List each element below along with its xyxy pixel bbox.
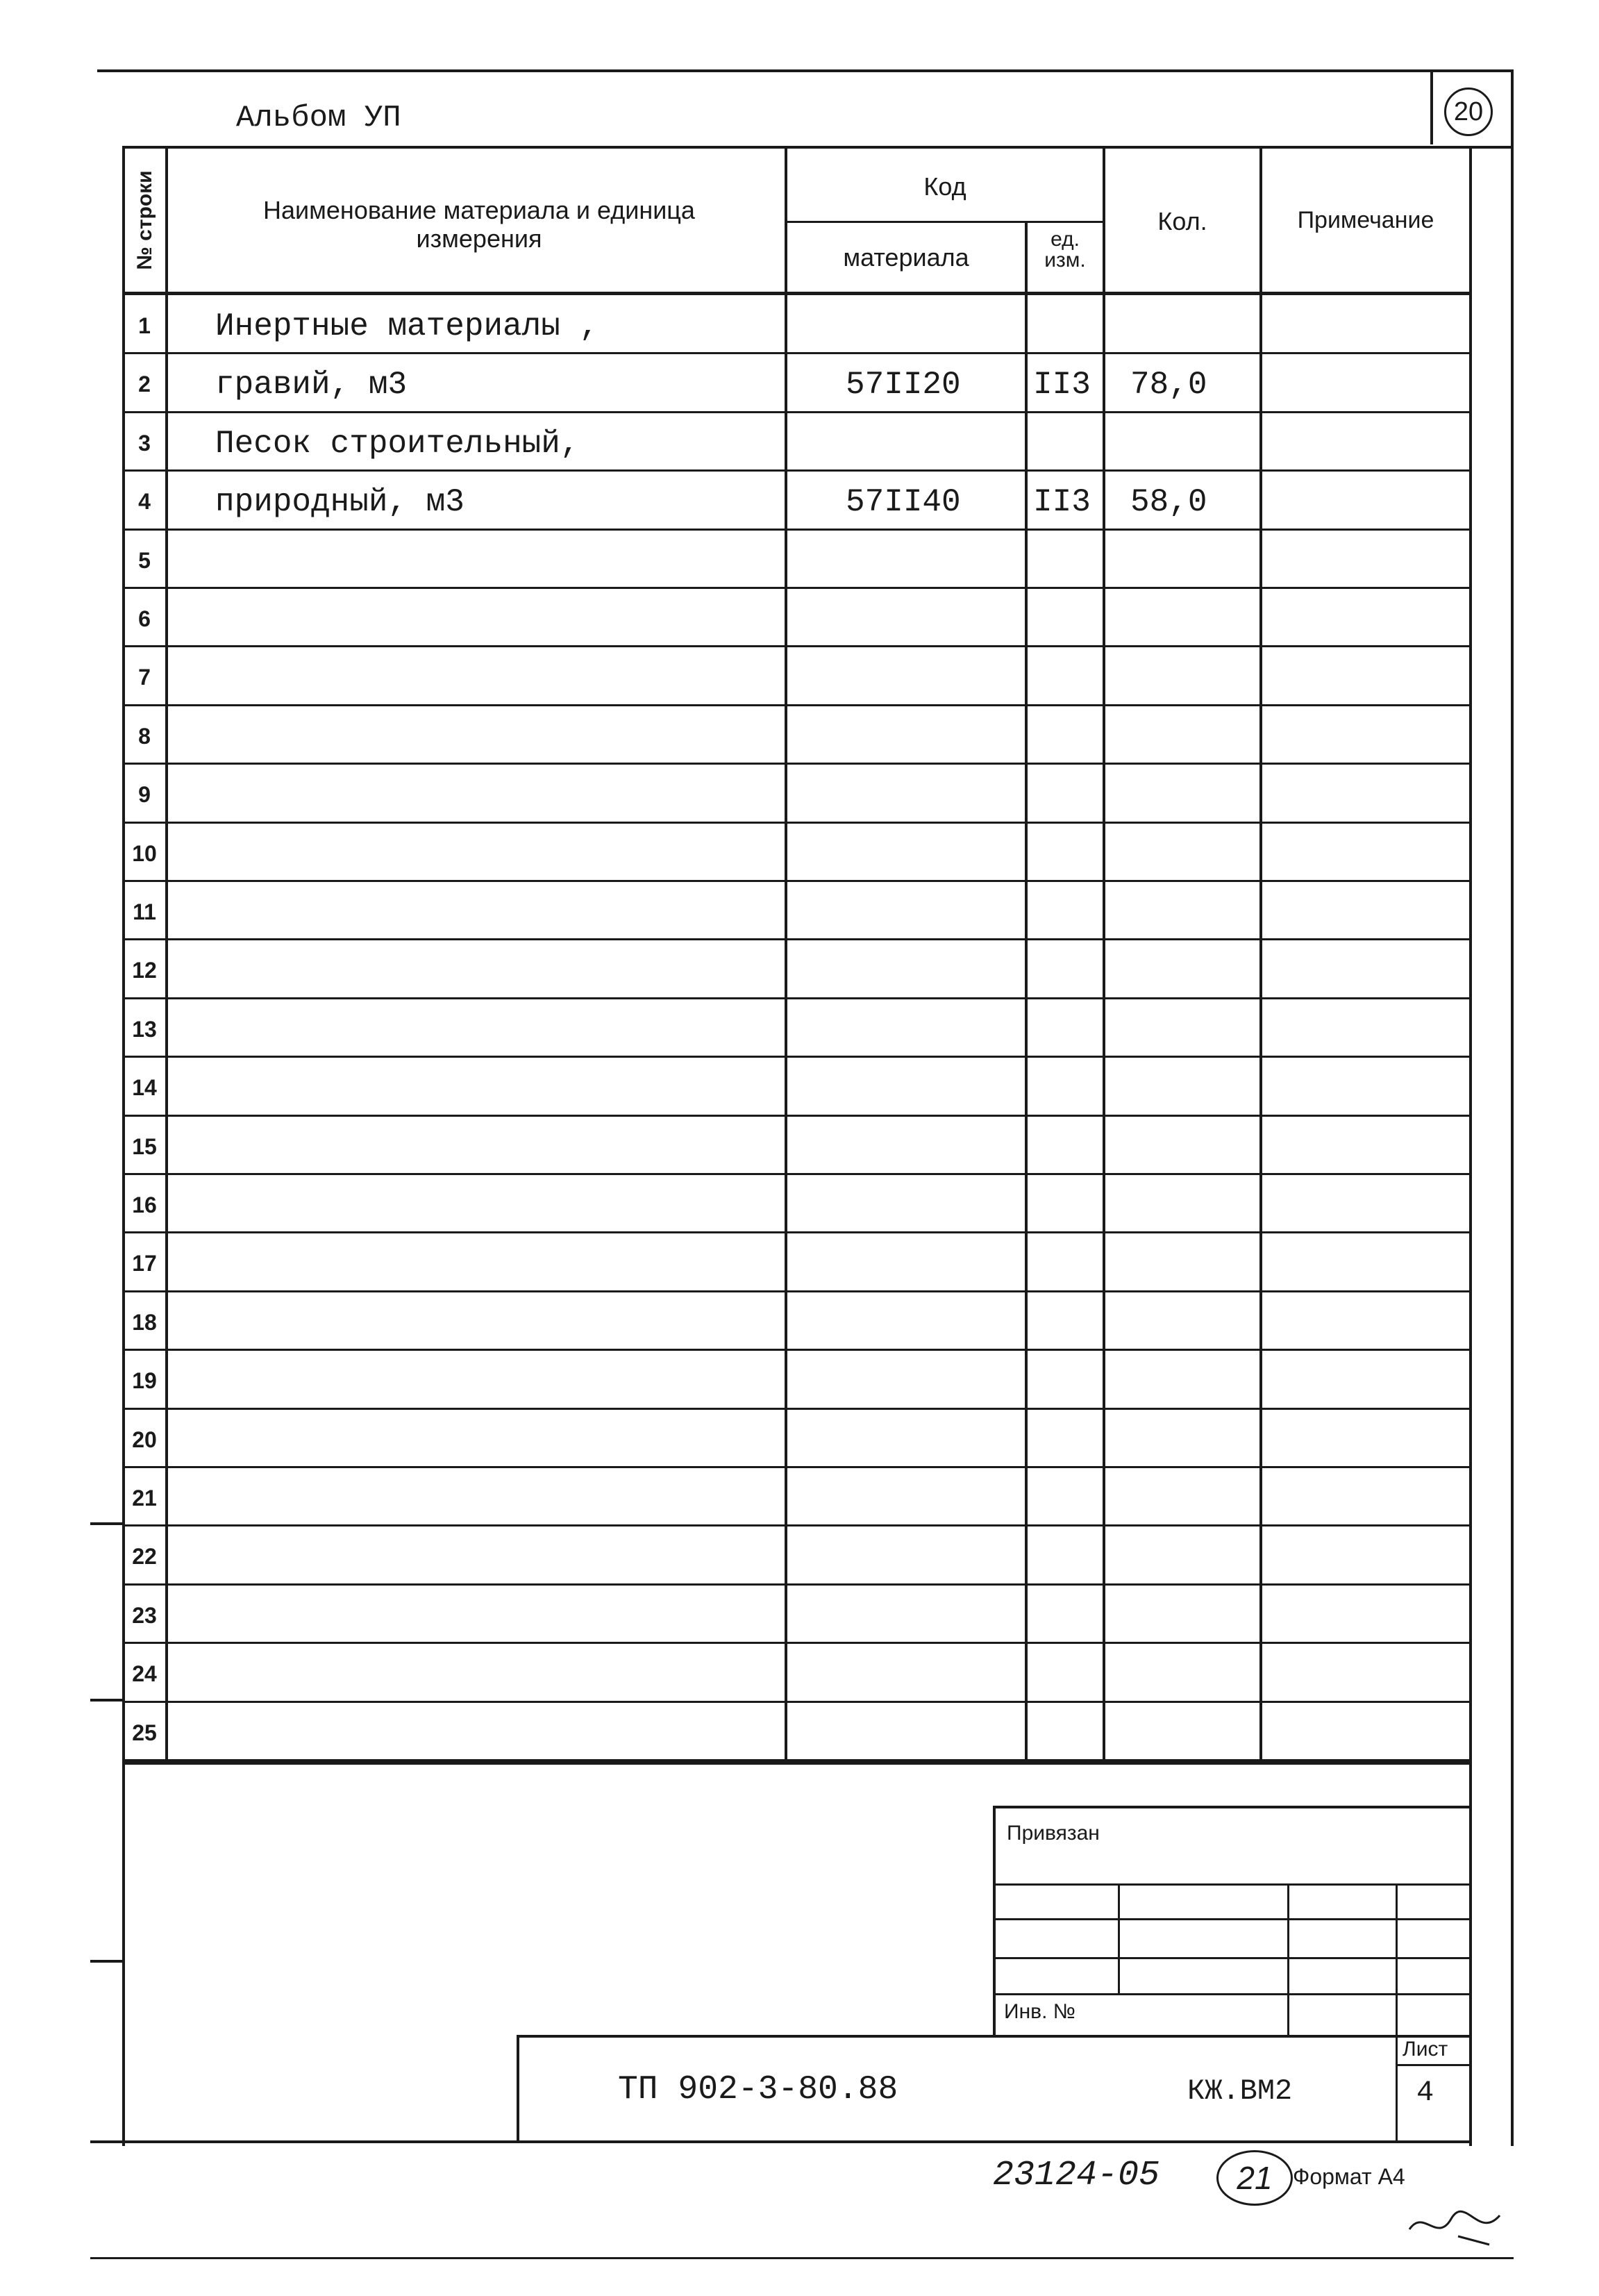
row-line [122,997,1472,999]
footer-number: 23124-05 [993,2156,1160,2195]
code-header: Код [923,172,966,201]
row-quantity: 58,0 [1130,484,1207,520]
col-line-qty [1259,146,1262,1764]
row-line [122,411,1472,413]
row-number: 4 [138,489,151,514]
row-number: 21 [132,1486,157,1511]
row-number: 20 [132,1427,157,1452]
bottom-rule [90,2257,1514,2259]
title-block-top [517,2035,1472,2038]
margin-tick [90,1522,125,1525]
margin-tick [90,1699,125,1702]
row-number: 13 [132,1017,157,1042]
row-number: 19 [132,1368,157,1393]
row-line [122,880,1472,882]
row-number: 2 [138,372,151,397]
code-subheader-line [785,221,1105,223]
stamp-line [993,1993,1472,1995]
row-number: 25 [132,1720,157,1745]
row-number: 9 [138,782,151,807]
row-material-code: 57II20 [846,367,961,403]
row-line [122,352,1472,354]
rownum-header: № строки [133,170,156,270]
row-line [122,1231,1472,1233]
row-line [122,763,1472,765]
document-code: ТП 902-3-80.88 [618,2071,898,2108]
unit-code-header: ед. изм. [1044,228,1086,272]
sheet-label: Лист [1403,2038,1448,2061]
signature-mark [1403,2202,1507,2257]
row-line [122,1524,1472,1526]
row-number: 6 [138,606,151,631]
row-line [122,1290,1472,1292]
row-number: 8 [138,724,151,749]
note-header: Примечание [1297,207,1434,233]
frame-header-top [122,146,1514,149]
row-number: 23 [132,1603,157,1628]
stamp-vline [1396,1883,1398,2140]
row-line [122,529,1472,531]
sheet-number: 4 [1416,2076,1434,2109]
row-number: 24 [132,1661,157,1686]
table-bottom-line [122,1761,1472,1765]
row-name: Инертные материалы , [215,308,599,344]
frame-right-inner [1469,146,1472,2146]
format-label: Формат А4 [1293,2164,1405,2189]
row-unit-code: II3 [1033,484,1091,520]
quantity-header: Кол. [1157,207,1207,235]
row-quantity: 78,0 [1130,367,1207,403]
sheet-label-line [1396,2064,1472,2066]
row-line [122,938,1472,940]
row-unit-code: II3 [1033,367,1091,403]
row-number: 3 [138,431,151,456]
row-name: природный, м3 [215,484,464,520]
row-line [122,1056,1472,1058]
row-line [122,1349,1472,1351]
document-mark: КЖ.ВМ2 [1187,2074,1293,2108]
frame-right-outer [1511,72,1514,2146]
row-number: 18 [132,1310,157,1335]
row-number: 16 [132,1192,157,1217]
margin-tick [90,1960,125,1963]
stamp-top-line [993,1806,1472,1808]
col-line-name [785,146,787,1764]
row-line [122,1466,1472,1468]
row-number: 22 [132,1544,157,1569]
row-line [122,822,1472,824]
bound-label: Привязан [1007,1822,1100,1845]
frame-bottom-line [90,2140,1472,2143]
row-material-code: 57II40 [846,484,961,520]
row-number: 14 [132,1075,157,1100]
row-line [122,704,1472,706]
stamp-vline [1287,1883,1289,2035]
col-line-unit [1103,146,1105,1764]
row-number: 10 [132,841,157,866]
row-name: Песок строительный, [215,426,580,462]
stamp-line [993,1883,1472,1886]
material-code-header: материала [843,243,969,272]
row-number: 15 [132,1134,157,1159]
header-bottom-line [122,292,1472,295]
row-line [122,645,1472,647]
stamp-vline [1118,1883,1120,1993]
row-line [122,1583,1472,1586]
stamp-line [993,1918,1472,1920]
row-line [122,1701,1472,1703]
row-number: 1 [138,313,151,338]
stamp-left-line [993,1806,996,2035]
row-line [122,1173,1472,1175]
row-number: 12 [132,958,157,983]
row-name: гравий, м3 [215,367,408,403]
album-title: Альбом УП [236,101,401,135]
col-line-rownum [165,146,168,1764]
row-number: 7 [138,665,151,690]
col-line-matcode [1025,221,1028,1764]
footer-circled-number: 21 [1216,2150,1293,2206]
name-header: Наименование материала и единица измерения [263,196,695,253]
top-frame-line [97,69,1514,72]
row-number: 5 [138,548,151,573]
title-block-left [517,2035,519,2143]
row-line [122,469,1472,472]
row-line [122,1408,1472,1410]
row-line [122,1115,1472,1117]
row-number: 17 [132,1251,157,1276]
row-number: 11 [133,899,156,924]
inv-label: Инв. № [1004,2000,1075,2023]
row-line [122,1642,1472,1644]
stamp-line [993,1957,1472,1959]
row-line [122,587,1472,589]
top-sheet-number: 20 [1444,88,1493,136]
